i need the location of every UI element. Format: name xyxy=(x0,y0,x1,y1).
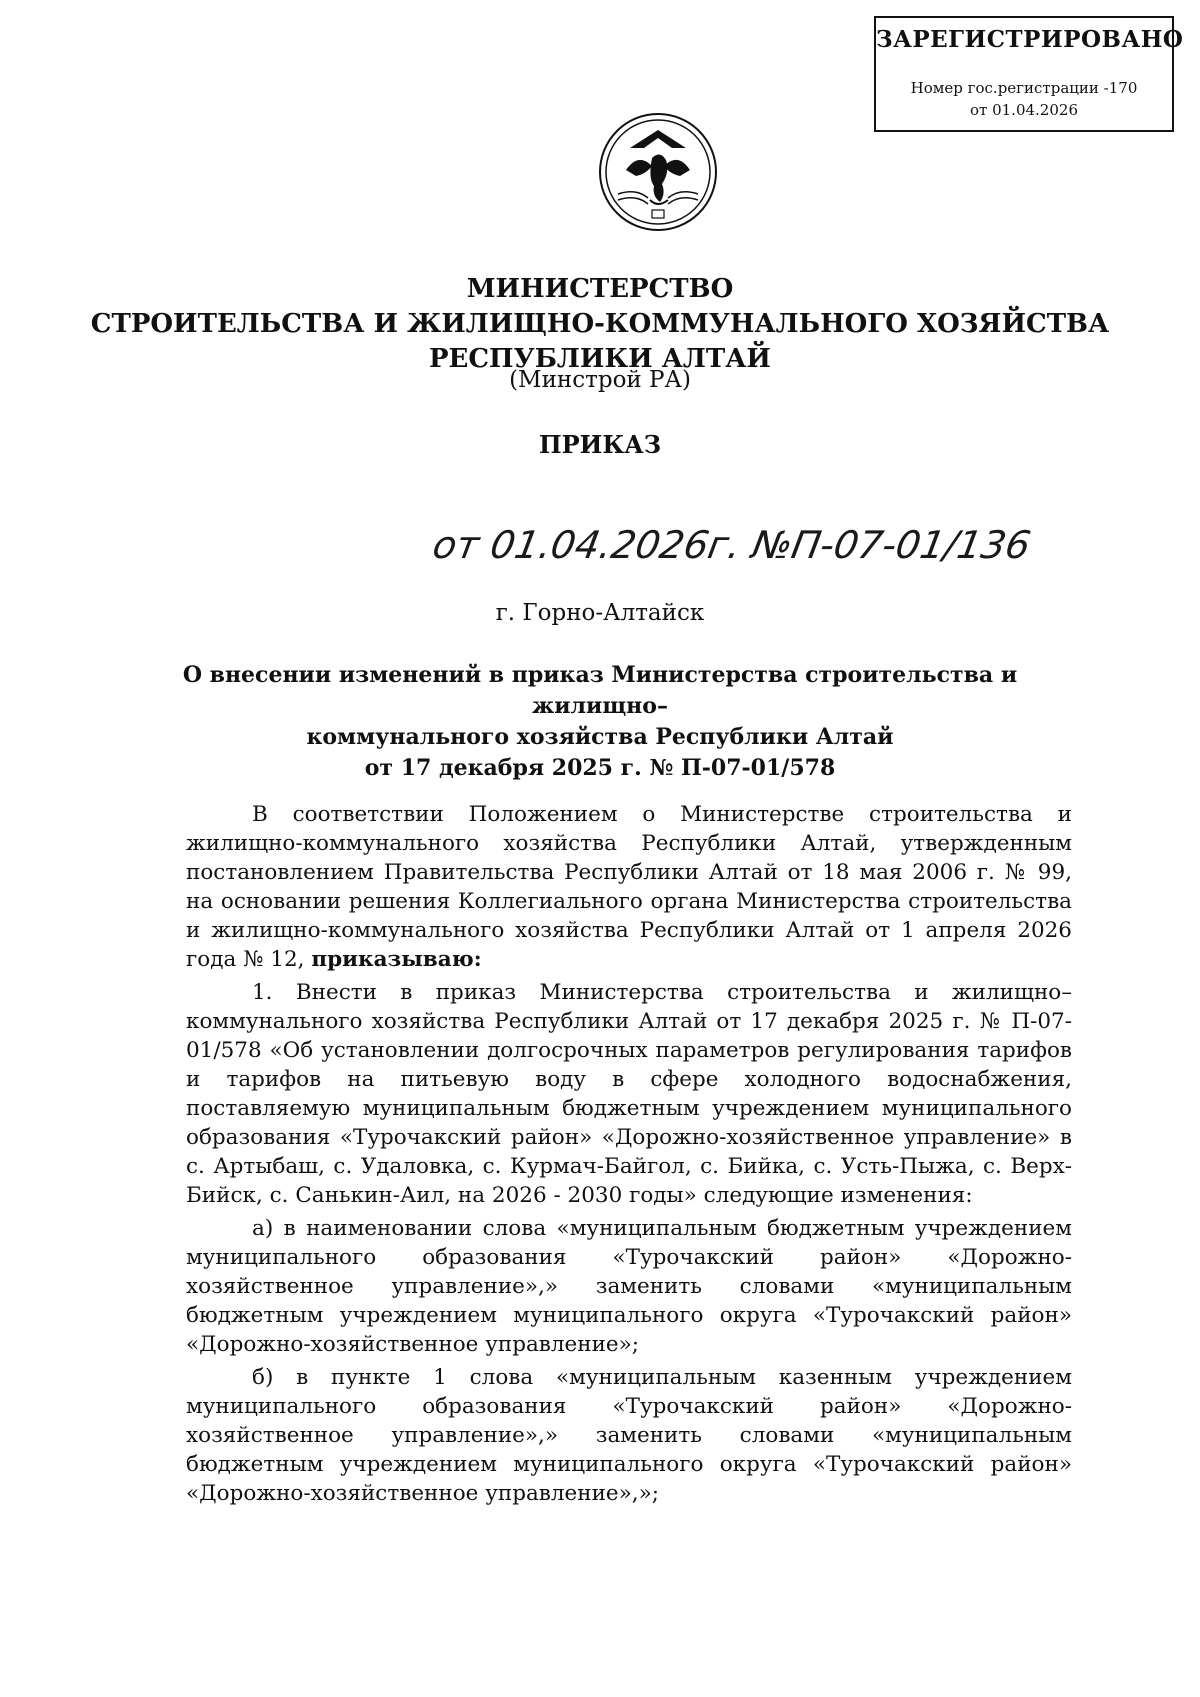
registration-stamp xyxy=(874,16,1184,132)
stamp-title: ЗАРЕГИСТРИРОВАНО xyxy=(876,26,1184,53)
ministry-line-1: МИНИСТЕРСТВО xyxy=(466,274,734,304)
altai-republic-emblem-icon xyxy=(596,110,720,234)
subject-line-3: от 17 декабря 2025 г. № П-07-01/578 xyxy=(364,755,836,781)
item-a-paragraph: а) в наименовании слова «муниципальным бюджетным учреждением муниципального образования «Турочакский район» «Дорожно-хозяйственное управление»,» заменить словами «муниципальным бюджетным учреждением муниципального округа «Турочакский район» «Дорожно-хозяйственное управление»; xyxy=(186,1216,1072,1357)
order-title: ПРИКАЗ xyxy=(538,430,662,459)
ministry-line-3: РЕСПУБЛИКИ АЛТАЙ xyxy=(428,344,771,374)
handwritten-order-text: от 01.04.2026г. №П-07-01/136 xyxy=(429,523,1034,568)
preamble-paragraph xyxy=(186,800,1072,974)
stamp-reg-number: Номер гос.регистрации -170 xyxy=(910,79,1138,97)
order-word: приказываю: xyxy=(311,947,482,972)
preamble-text: В соответствии Положением о Министерстве строительства и жилищно-коммунального хозяйства Республики Алтай, утвержденным постановлением Правительства Республики Алтай от 18 мая 2006 г. № 99, на основании решения Коллегиального органа Министерства строительства и жилищно-коммунального хозяйства Республики Алтай от 1 апреля 2026 года № 12, xyxy=(186,802,1072,972)
subject-line-2: коммунального хозяйства Республики Алтай xyxy=(306,724,894,750)
handwritten-order-number xyxy=(429,508,1034,578)
item-b-paragraph: б) в пункте 1 слова «муниципальным казенным учреждением муниципального образования «Турочакский район» «Дорожно-хозяйственное управление»,» заменить словами «муниципальным бюджетным учреждением муниципального округа «Турочакский район» «Дорожно-хозяйственное управление»,»; xyxy=(186,1365,1072,1506)
ministry-short-name: (Минстрой РА) xyxy=(509,367,691,393)
stamp-reg-date: от 01.04.2026 xyxy=(970,101,1078,119)
order-subject xyxy=(120,660,1080,784)
city-name: г. Горно-Алтайск xyxy=(495,600,705,626)
ministry-line-2: СТРОИТЕЛЬСТВА И ЖИЛИЩНО-КОММУНАЛЬНОГО ХОЗЯЙСТВА xyxy=(90,309,1110,339)
item-1-paragraph: 1. Внести в приказ Министерства строительства и жилищно–коммунального хозяйства Республики Алтай от 17 декабря 2025 г. № П-07-01/578 «Об установлении долгосрочных параметров регулирования тарифов и тарифов на питьевую воду в сфере холодного водоснабжения, поставляемую муниципальным бюджетным учреждением муниципального образования «Турочакский район» «Дорожно-хозяйственное управление» в с. Артыбаш, с. Удаловка, с. Курмач-Байгол, с. Бийка, с. Усть-Пыжа, с. Верх-Бийск, с. Санькин-Аил, на 2026 - 2030 годы» следующие изменения: xyxy=(186,980,1072,1208)
order-body xyxy=(186,800,1072,1508)
ministry-header xyxy=(0,272,1200,377)
subject-line-1: О внесении изменений в приказ Министерства строительства и жилищно– xyxy=(182,662,1018,719)
